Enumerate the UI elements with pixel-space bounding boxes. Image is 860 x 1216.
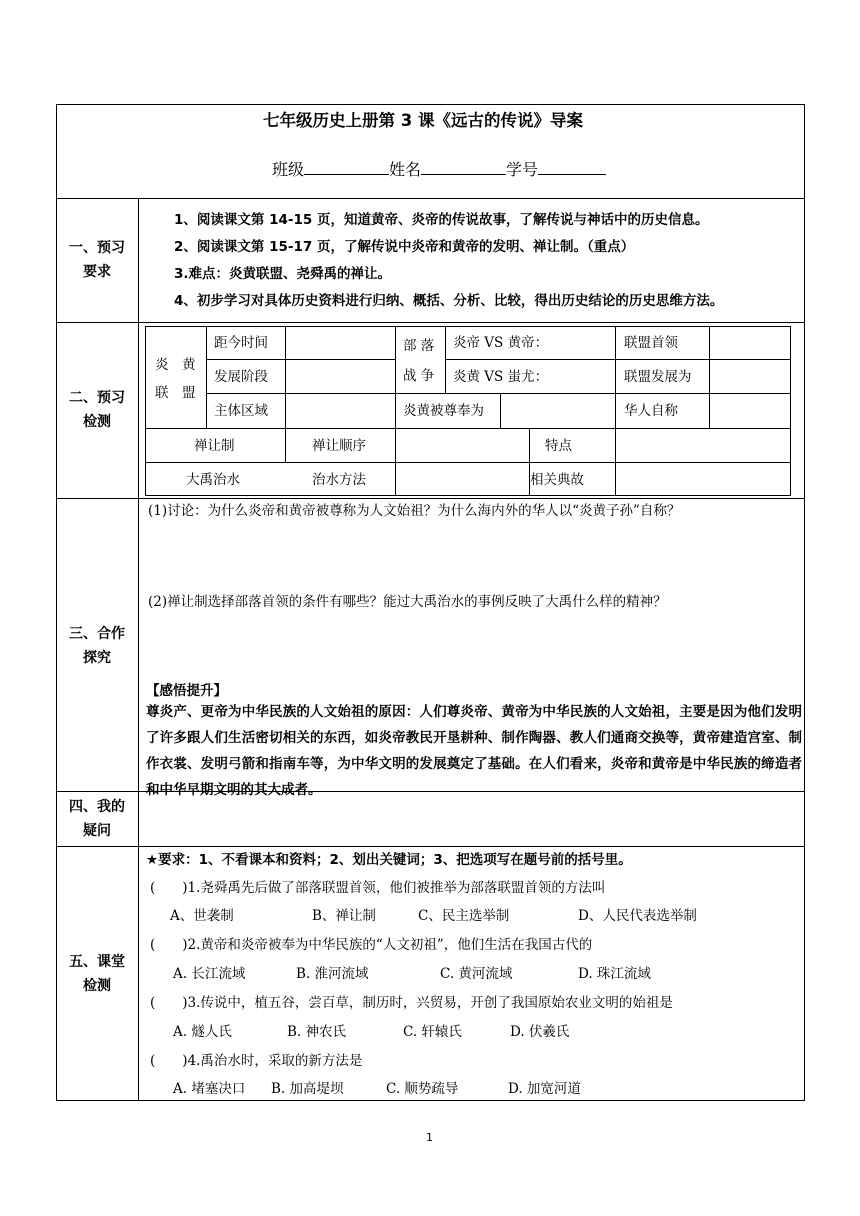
q2-option-b: B. 淮河流域 bbox=[296, 966, 369, 982]
cell-war-1: 炎帝 VS 黄帝： bbox=[453, 335, 549, 351]
row-divider bbox=[56, 322, 805, 323]
page-number: 1 bbox=[426, 1131, 433, 1144]
q3-option-a: A. 燧人氏 bbox=[173, 1024, 232, 1040]
student-id-label: 学号 bbox=[506, 160, 539, 179]
class-name-id-line bbox=[272, 158, 606, 179]
quiz-question-1: ( )1.尧舜禹先后做了部落联盟首领，他们被推举为部落联盟首领的方法叫 bbox=[150, 880, 606, 896]
table-line bbox=[206, 326, 207, 428]
label-column-divider bbox=[138, 198, 139, 1101]
cell-abdication-order: 禅让顺序 bbox=[312, 438, 366, 454]
q1-option-a: A、世袭制 bbox=[170, 908, 234, 924]
page-title: 七年级历史上册第 3 课《远古的传说》导案 bbox=[263, 111, 583, 130]
cell-yu-flood: 大禹治水 bbox=[186, 472, 240, 488]
quiz-question-3: ( )3.传说中，植五谷，尝百草，制历时，兴贸易，开创了我国原始农业文明的始祖是 bbox=[150, 995, 673, 1011]
insight-heading: 【感悟提升】 bbox=[146, 683, 227, 699]
q2-option-c: C. 黄河流域 bbox=[440, 966, 513, 982]
class-blank[interactable] bbox=[304, 158, 389, 175]
q1-option-d: D、人民代表选举制 bbox=[578, 908, 697, 924]
cell-abdication: 禅让制 bbox=[194, 438, 235, 454]
q3-option-b: B. 神农氏 bbox=[287, 1024, 347, 1040]
cell-flood-method: 治水方法 bbox=[312, 472, 366, 488]
table-line bbox=[145, 462, 791, 463]
cell-self-name: 华人自称 bbox=[624, 403, 678, 419]
class-label: 班级 bbox=[272, 160, 305, 179]
q1-option-b: B、禅让制 bbox=[312, 908, 376, 924]
table-line bbox=[285, 326, 286, 462]
requirement-item: 2、阅读课文第 15-17 页，了解传说中炎帝和黄帝的发明、禅让制。（重点） bbox=[174, 239, 635, 255]
requirement-item: 3.难点：炎黄联盟、尧舜禹的禅让。 bbox=[174, 266, 392, 282]
name-label: 姓名 bbox=[389, 160, 422, 179]
section-label-cooperative-inquiry: 三、合作 探究 bbox=[69, 626, 125, 666]
section-label-preview-requirements: 一、预习 要求 bbox=[69, 240, 125, 280]
table-line bbox=[445, 359, 791, 360]
q3-option-d: D. 伏羲氏 bbox=[510, 1024, 570, 1040]
cell-honored: 炎黄被尊奉为 bbox=[403, 403, 484, 419]
alliance-label: 炎 黄 联 盟 bbox=[155, 357, 196, 401]
student-id-blank[interactable] bbox=[538, 158, 606, 175]
table-line bbox=[145, 428, 791, 429]
cell-region: 主体区域 bbox=[214, 403, 268, 419]
cell-time: 距今时间 bbox=[214, 335, 268, 351]
cell-feature: 特点 bbox=[545, 438, 572, 454]
row-divider bbox=[56, 198, 805, 199]
requirement-item: 1、阅读课文第 14-15 页，知道黄帝、炎帝的传说故事，了解传说与神话中的历史信息。 bbox=[174, 212, 709, 228]
cell-stage: 发展阶段 bbox=[214, 369, 268, 385]
section-label-class-check: 五、课堂 检测 bbox=[69, 954, 125, 994]
discussion-question-1: (1)讨论：为什么炎帝和黄帝被尊称为人文始祖？为什么海内外的华人以“炎黄子孙”自称？ bbox=[148, 503, 681, 519]
q3-option-c: C. 轩辕氏 bbox=[403, 1024, 462, 1040]
cell-related-story: 相关典故 bbox=[530, 472, 584, 488]
section-label-my-questions: 四、我的 疑问 bbox=[69, 799, 125, 839]
row-divider bbox=[56, 846, 805, 847]
table-line bbox=[206, 359, 395, 360]
table-line bbox=[500, 393, 501, 428]
q4-option-b: B. 加高堤坝 bbox=[271, 1081, 344, 1097]
q4-option-a: A. 堵塞决口 bbox=[173, 1081, 246, 1097]
tribal-war-label: 部 落 战 争 bbox=[403, 338, 435, 384]
table-line bbox=[445, 326, 446, 393]
quiz-question-2: ( )2.黄帝和炎帝被奉为中华民族的“人文初祖”，他们生活在我国古代的 bbox=[150, 937, 593, 953]
table-line bbox=[709, 326, 710, 428]
cell-development: 联盟发展为 bbox=[624, 369, 692, 385]
name-blank[interactable] bbox=[421, 158, 506, 175]
requirement-item: 4、初步学习对具体历史资料进行归纳、概括、分析、比较，得出历史结论的历史思维方法。 bbox=[174, 293, 724, 309]
row-divider bbox=[56, 498, 805, 499]
q4-option-c: C. 顺势疏导 bbox=[386, 1081, 459, 1097]
table-line bbox=[615, 326, 616, 496]
q4-option-d: D. 加宽河道 bbox=[508, 1081, 581, 1097]
quiz-requirements: ★要求：1、不看课本和资料；2、划出关键词；3、把选项写在题号前的括号里。 bbox=[146, 852, 632, 868]
table-line bbox=[395, 326, 396, 496]
quiz-question-4: ( )4.禹治水时，采取的新方法是 bbox=[150, 1053, 363, 1069]
q2-option-d: D. 珠江流域 bbox=[578, 966, 651, 982]
cell-leader: 联盟首领 bbox=[624, 335, 678, 351]
table-line bbox=[206, 393, 791, 394]
discussion-question-2: (2)禅让制选择部落首领的条件有哪些？能过大禹治水的事例反映了大禹什么样的精神？ bbox=[148, 594, 667, 610]
section-label-preview-check: 二、预习 检测 bbox=[69, 390, 125, 430]
insight-paragraph: 尊炎产、更帝为中华民族的人文始祖的原因：人们尊炎帝、黄帝为中华民族的人文始祖，主要是因为他们发明了许多跟人们生活密切相关的东西，如炎帝教民开垦耕种、制作陶器、教人们通商交换等，黄帝建造宫室、制作衣裳、发明弓箭和指南车等，为中华文明的发展奠定了基础。在人们看来，炎帝和黄帝是中华民族的缔造者和中华早期文明的其大成者。 bbox=[146, 704, 802, 798]
q2-option-a: A. 长江流域 bbox=[173, 966, 246, 982]
cell-war-2: 炎黄 VS 蚩尤： bbox=[453, 369, 549, 385]
q1-option-c: C、民主选举制 bbox=[418, 908, 510, 924]
